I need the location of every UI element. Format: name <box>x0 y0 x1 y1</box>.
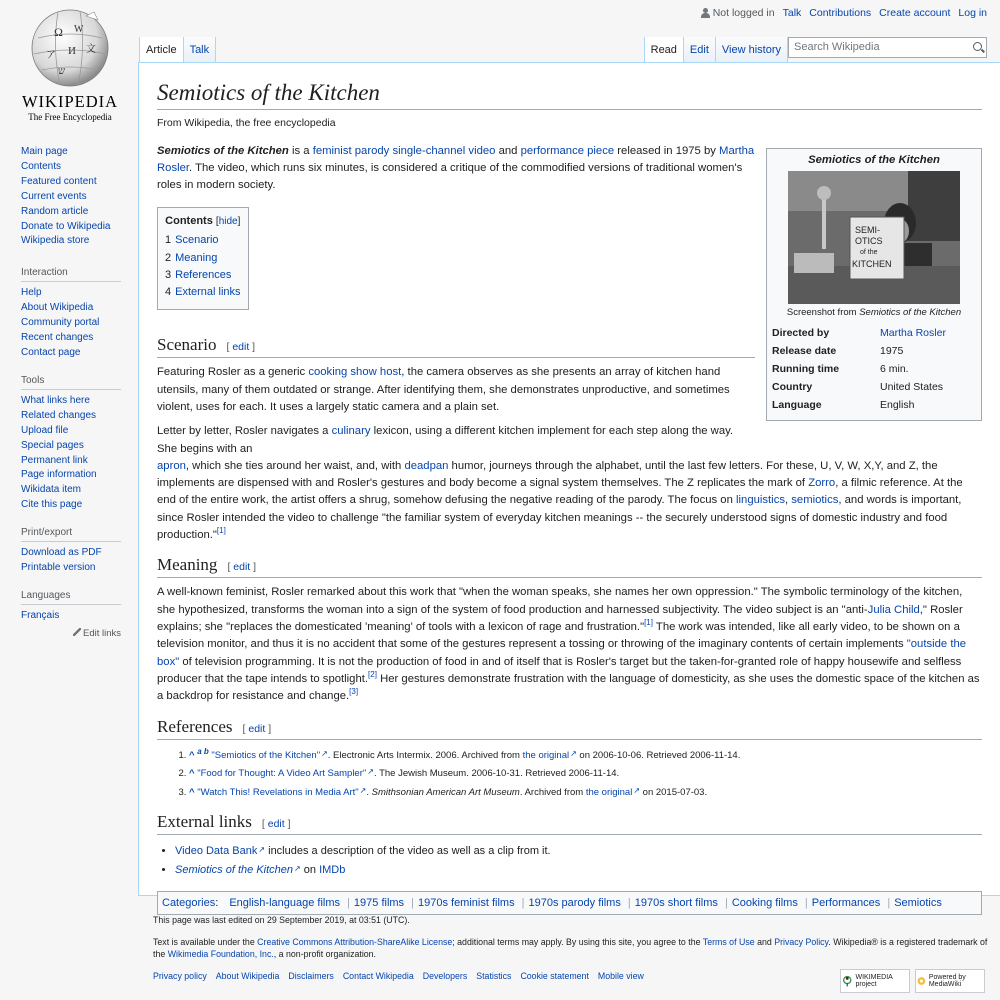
not-logged-in-status <box>701 7 775 19</box>
scenario-paragraph-2-cont <box>157 458 982 544</box>
infobox-row <box>771 342 977 360</box>
wikimedia-project-badge[interactable] <box>840 969 910 993</box>
powered-by-mediawiki-badge[interactable] <box>915 969 985 993</box>
reference-link[interactable]: "Watch This! Revelations in Media Art" ↗ <box>197 787 366 798</box>
toc-link[interactable]: External links <box>175 286 241 299</box>
sidebar-item-cite-this-page[interactable]: Cite this page <box>21 499 83 511</box>
sidebar-item-about[interactable]: About Wikipedia <box>21 302 94 314</box>
link-culinary[interactable]: culinary <box>331 425 371 438</box>
link-julia-child[interactable]: Julia Child <box>867 603 920 616</box>
sidebar-item-random-article[interactable]: Random article <box>21 205 89 217</box>
sidebar-item-download-pdf[interactable]: Download as PDF <box>21 547 102 559</box>
reference-text: . Electronic Arts Intermix. 2006. Archived from <box>327 749 523 761</box>
category-link[interactable]: 1975 films <box>353 897 405 910</box>
link-semiotics[interactable]: semiotics <box>791 494 839 507</box>
sidebar-item-wikidata-item[interactable]: Wikidata item <box>21 484 82 496</box>
link-zorro[interactable]: Zorro <box>808 477 836 490</box>
sidebar-item-permanent-link[interactable]: Permanent link <box>21 454 88 466</box>
reference-list <box>157 746 982 802</box>
image-sign-line-2: OTICS <box>855 236 883 246</box>
tab-talk[interactable]: Talk <box>183 37 217 63</box>
sidebar-item-special-pages[interactable]: Special pages <box>21 439 84 451</box>
lead-text: released in 1975 by <box>614 144 720 157</box>
wikipedia-wordmark: WIKIPEDIA <box>21 92 119 111</box>
sidebar-item-donate[interactable]: Donate to Wikipedia <box>21 220 111 232</box>
infobox-caption-text: Screenshot from <box>786 307 860 318</box>
wikimedia-badge-label: WIKIMEDIA project <box>855 974 893 988</box>
infobox-value-release-date: 1975 <box>880 345 904 357</box>
scenario-paragraph-1 <box>157 364 755 416</box>
wikipedia-tagline: The Free Encyclopedia <box>28 112 112 122</box>
footer-cookie-statement[interactable]: Cookie statement <box>520 971 589 981</box>
infobox-row <box>771 360 977 378</box>
create-account-link[interactable]: Create account <box>879 7 951 19</box>
categories-label-link[interactable]: Categories <box>162 897 216 910</box>
body-text: lexicon, using a different kitchen implement for each step along the way. She begins with an <box>157 425 734 455</box>
scenario-paragraph-2 <box>157 423 753 458</box>
reference-text: on 2006-10-06. Retrieved 2006-11-14. <box>576 749 741 761</box>
infobox-row <box>771 396 977 414</box>
search-icon[interactable] <box>973 42 982 51</box>
body-text: , a filmic reference. At the end of the entire work, the artist offers a shrug, somehow defusing the negative reading of the parody. The focus on <box>157 477 963 507</box>
toc-item-references[interactable] <box>165 267 241 284</box>
category-link[interactable]: Cooking films <box>731 897 798 910</box>
toc-heading: Contents <box>165 215 213 228</box>
external-link-item <box>175 860 982 879</box>
sidebar <box>21 143 121 653</box>
svg-text:文: 文 <box>86 44 96 55</box>
citation-1[interactable]: [1] <box>644 618 653 628</box>
license-text: . Wikipedia® is a registered trademark of the <box>153 937 988 959</box>
infobox-caption-italic: Semiotics of the Kitchen <box>859 307 962 318</box>
imdb-title-link[interactable]: Semiotics of the Kitchen ↗ <box>175 864 301 876</box>
license-text: ; additional terms may apply. By using this site, you agree to the <box>452 937 703 947</box>
contributions-link[interactable]: Contributions <box>809 7 872 19</box>
link-performance-piece[interactable]: performance piece <box>520 144 615 157</box>
sidebar-print-export <box>21 527 121 576</box>
sidebar-item-community-portal[interactable]: Community portal <box>21 317 100 329</box>
link-feminist[interactable]: feminist <box>312 144 352 157</box>
sidebar-heading-languages: Languages <box>21 590 121 605</box>
sidebar-item-language-francais[interactable]: Français <box>21 609 60 621</box>
user-icon <box>701 8 710 18</box>
body-text: , and words is important, since Rosler intended the video to challenge "the familiar system of everyday kitchen meanings -- the securely understood signs of domestic industry and food production." <box>157 494 962 542</box>
body-text: , which she ties around her waist, and, with <box>185 459 405 472</box>
sidebar-heading-interaction: Interaction <box>21 267 121 282</box>
heading-scenario-text: Scenario <box>157 335 217 355</box>
heading-meaning: Meaning [ edit ] <box>157 554 982 578</box>
reference-link[interactable]: "Semiotics of the Kitchen" ↗ <box>211 750 327 761</box>
infobox-caption <box>771 307 977 318</box>
site-subtitle: From Wikipedia, the free encyclopedia <box>157 116 336 129</box>
sidebar-item-recent-changes[interactable]: Recent changes <box>21 332 94 344</box>
infobox-image[interactable] <box>788 171 960 304</box>
citation-3[interactable]: [3] <box>349 687 359 697</box>
edit-section-references[interactable]: edit <box>248 722 266 735</box>
lead-text: . The video, which runs six minutes, is considered a critique of the commodified versions of traditional women's roles in modern society. <box>157 161 743 192</box>
lead-text: and <box>495 144 521 157</box>
reference-backlink-a[interactable]: a <box>197 746 202 756</box>
sidebar-interaction <box>21 267 121 361</box>
imdb-link[interactable]: IMDb <box>319 864 346 877</box>
reference-link[interactable]: "Food for Thought: A Video Art Sampler" ↗ <box>197 768 374 779</box>
wikimedia-foundation-link[interactable]: Wikimedia Foundation, Inc. <box>167 949 274 959</box>
lead-column <box>157 143 755 417</box>
tab-edit[interactable]: Edit <box>683 37 715 63</box>
link-apron[interactable]: apron <box>157 459 186 472</box>
toc-number: 1 <box>165 234 172 247</box>
sidebar-heading-tools: Tools <box>21 375 121 390</box>
reference-backlink[interactable]: ^ <box>189 768 195 780</box>
footer-about-wikipedia[interactable]: About Wikipedia <box>215 971 280 981</box>
body-text: humor, journeys through the alphabet, until the last few letters. For these, U, V, W, X,Y, and Z, the implements are dispensed with and Rosler's gestures and body become a signal system themselves. The Z replicates the mark of <box>157 459 938 490</box>
external-link-text: on <box>300 864 320 877</box>
toc-link[interactable]: Meaning <box>175 251 218 264</box>
link-martha-rosler[interactable]: Martha Rosler <box>157 144 755 174</box>
toc-number: 3 <box>165 268 172 281</box>
puzzle-globe-icon <box>28 8 112 88</box>
body-text: ," Rosler explains; she "replaces the domesticated 'meaning' of tools with a lexicon of rage and frustration." <box>157 603 963 634</box>
pencil-icon <box>73 628 81 636</box>
table-of-contents <box>157 207 249 310</box>
category-link[interactable]: 1970s parody films <box>528 897 621 910</box>
reference-backlink[interactable]: ^ <box>189 786 195 798</box>
footer-disclaimers[interactable]: Disclaimers <box>288 971 334 981</box>
infobox <box>766 148 982 421</box>
svg-text:W: W <box>74 24 84 35</box>
body-text: The work was intended, like all early video, to be shown on a television monitor, and thus it is no accident that some of the gestures represent a tossing or throwing of the imaginary contents of certain implements <box>157 621 960 651</box>
heading-references: References [ edit ] <box>157 716 982 740</box>
sidebar-item-featured-content[interactable]: Featured content <box>21 175 97 187</box>
link-cooking-show-host[interactable]: cooking show host <box>308 366 402 379</box>
license-text: , a non-profit organization. <box>273 949 377 959</box>
footer-privacy-policy[interactable]: Privacy policy <box>153 971 207 981</box>
tab-article[interactable]: Article <box>139 37 183 63</box>
log-in-link[interactable]: Log in <box>958 7 987 19</box>
wikipedia-logo[interactable] <box>18 8 122 122</box>
sidebar-item-main-page[interactable]: Main page <box>21 146 68 157</box>
reference-text: . The Jewish Museum. 2006-10-31. Retrieved 2006-11-14. <box>373 768 620 780</box>
body-text: , the camera observes as she presents an array of kitchen hand utensils, many of them outdated or strange. After identifying them, she demonstrates unproductive, and sometimes violent, uses for each. It uses a largely static camera and a plain set. <box>157 366 730 413</box>
reference-item <box>189 783 982 802</box>
category-link[interactable]: 1970s feminist films <box>417 897 515 910</box>
terms-of-use-link[interactable]: Terms of Use <box>702 937 755 947</box>
license-info <box>153 936 988 960</box>
link-linguistics[interactable]: linguistics <box>736 494 785 507</box>
last-edited-info: This page was last edited on 29 September 2019, at 03:51 (UTC). <box>153 915 410 925</box>
infobox-value-running-time: 6 min. <box>880 363 909 375</box>
license-text: Text is available under the <box>153 937 258 947</box>
svg-text:ש: ש <box>58 66 66 77</box>
infobox-title: Semiotics of the Kitchen <box>808 154 940 166</box>
infobox-row <box>771 324 977 342</box>
wikimedia-icon <box>841 974 854 988</box>
image-sign-line-3: of the <box>860 249 878 256</box>
reference-backlink[interactable]: ^ <box>189 749 195 761</box>
sidebar-item-store[interactable]: Wikipedia store <box>21 235 90 247</box>
namespace-tabs <box>139 37 216 63</box>
sidebar-item-contact-page[interactable]: Contact page <box>21 346 81 358</box>
sidebar-item-help[interactable]: Help <box>21 287 42 299</box>
toc-item-meaning[interactable] <box>165 250 241 267</box>
meaning-paragraph <box>157 584 982 705</box>
infobox-value-language: English <box>880 399 915 411</box>
toc-number: 2 <box>165 251 172 264</box>
category-link[interactable]: 1970s short films <box>634 897 718 910</box>
archived-original-link[interactable]: the original ↗ <box>523 750 577 761</box>
infobox-table <box>771 324 977 414</box>
reference-item <box>189 764 982 783</box>
footer-icons <box>840 969 985 993</box>
toc-number: 4 <box>165 286 172 299</box>
reference-text: . <box>366 786 372 798</box>
link-single-channel-video[interactable]: single-channel video <box>392 144 496 157</box>
infobox-key-country: Country <box>772 381 813 393</box>
heading-meaning-text: Meaning <box>157 555 218 575</box>
body-text: of television programming. It is not the production of food in and of itself that is Rosler's target but the taken-for-granted role of happy housewife and selfless producer that the tape intends to spotlight. <box>157 655 962 685</box>
infobox-value-country: United States <box>880 381 944 393</box>
citation-2[interactable]: [2] <box>368 670 377 680</box>
image-sign-line-4: KITCHEN <box>852 259 892 269</box>
view-tabs <box>644 37 788 63</box>
sidebar-languages <box>21 590 121 639</box>
sidebar-item-printable-version[interactable]: Printable version <box>21 562 96 574</box>
footer-developers[interactable]: Developers <box>422 971 468 981</box>
heading-external-links: External links [ edit ] <box>157 811 982 835</box>
privacy-policy-inline-link[interactable]: Privacy Policy <box>774 937 829 947</box>
sidebar-item-page-information[interactable]: Page information <box>21 469 97 481</box>
lead-paragraph <box>157 143 755 195</box>
external-links-list <box>157 841 982 879</box>
license-text: and <box>754 937 775 947</box>
sidebar-tools <box>21 375 121 513</box>
infobox-value-directed-by[interactable]: Martha Rosler <box>880 327 946 339</box>
svg-text:И: И <box>68 45 76 57</box>
video-data-bank-link[interactable]: Video Data Bank ↗ <box>175 845 265 857</box>
sidebar-item-upload-file[interactable]: Upload file <box>21 424 69 436</box>
svg-text:Ω: Ω <box>54 25 63 39</box>
infobox-key-running-time: Running time <box>772 363 840 375</box>
article-content <box>138 62 1000 910</box>
sidebar-item-what-links-here[interactable]: What links here <box>21 394 90 406</box>
toc-item-external-links[interactable] <box>165 284 241 301</box>
sidebar-navigation <box>21 145 121 249</box>
link-outside-the-box[interactable]: "outside the box" <box>157 638 967 668</box>
infobox-row <box>771 378 977 396</box>
reference-backlink-b[interactable]: b <box>203 746 209 756</box>
tab-view-history[interactable]: View history <box>715 37 788 63</box>
body-text: , <box>785 494 792 507</box>
external-link-text: includes a description of the video as well as a clip from it. <box>265 845 551 858</box>
edit-links-button[interactable] <box>21 628 121 639</box>
image-sign-line-1: SEMI- <box>855 225 881 235</box>
not-logged-in-label: Not logged in <box>712 7 775 19</box>
toc-item-scenario[interactable] <box>165 232 241 249</box>
search-input[interactable] <box>788 37 987 58</box>
lead-bold-title: Semiotics of the Kitchen <box>157 144 289 157</box>
infobox-key-release-date: Release date <box>772 345 837 357</box>
body-text: Featuring Rosler as a generic <box>157 366 309 379</box>
page-title: Semiotics of the Kitchen <box>157 79 982 110</box>
footer-mobile-view[interactable]: Mobile view <box>597 971 644 981</box>
external-link-item <box>175 841 982 860</box>
body-text: Her gestures demonstrate frustration with the language of domesticity, as she uses the domestic space of the kitchen as a backdrop for resistance and change. <box>157 672 980 703</box>
sidebar-item-current-events[interactable]: Current events <box>21 190 87 202</box>
cc-license-link[interactable]: Creative Commons Attribution-ShareAlike License <box>257 937 453 947</box>
edit-section-external-links[interactable]: edit <box>267 818 285 831</box>
reference-text: on 2015-07-03. <box>640 786 708 798</box>
personal-tools <box>701 7 987 19</box>
category-links: Categories: English-language films | 1975 films | 1970s feminist films | 1970s parody films | 1970s short films | Cooking films | Performances | Semiotics <box>157 891 982 915</box>
edit-links-label: Edit links <box>82 627 121 639</box>
infobox-key-directed-by: Directed by <box>772 327 830 339</box>
sidebar-heading-print-export: Print/export <box>21 527 121 542</box>
footer-contact-wikipedia[interactable]: Contact Wikipedia <box>342 971 414 981</box>
search-placeholder: Search Wikipedia <box>794 41 880 53</box>
archived-original-link[interactable]: the original ↗ <box>586 787 640 798</box>
link-parody[interactable]: parody <box>354 144 390 157</box>
reference-text: . Archived from <box>519 786 586 798</box>
toc-link[interactable]: Scenario <box>175 234 219 247</box>
citation-1[interactable]: [1] <box>216 526 226 536</box>
edit-section-scenario[interactable]: edit <box>232 341 250 354</box>
edit-section-meaning[interactable]: edit <box>233 561 251 574</box>
sidebar-item-contents[interactable]: Contents <box>21 160 62 172</box>
footer-statistics[interactable]: Statistics <box>476 971 512 981</box>
category-link[interactable]: Performances <box>811 897 881 910</box>
mediawiki-badge-label: Powered by MediaWiki <box>928 974 966 988</box>
category-link[interactable]: English-language films <box>229 897 340 910</box>
mediawiki-icon <box>916 974 927 988</box>
heading-references-text: References <box>157 716 233 736</box>
personal-talk-link[interactable]: Talk <box>782 7 802 19</box>
lead-text: is a <box>288 144 313 157</box>
heading-external-links-text: External links <box>157 812 252 832</box>
infobox-key-language: Language <box>772 399 822 411</box>
body-text: A well-known feminist, Rosler remarked about this work that "when the woman speaks, she names her own oppression." The symbolic terminology of the kitchen, she hypothesized, transforms the woman into a sign of the system of food production and harnessed subjectivity. The video subject is an "anti- <box>157 586 963 616</box>
reference-item <box>189 746 982 765</box>
heading-scenario: Scenario [ edit ] <box>157 334 755 358</box>
toc-title: Contents [hide] <box>165 215 241 228</box>
tab-read[interactable]: Read <box>644 37 683 63</box>
svg-text:ア: ア <box>46 50 56 61</box>
body-text: Letter by letter, Rosler navigates a <box>157 425 332 438</box>
link-deadpan[interactable]: deadpan <box>404 459 449 472</box>
reference-publisher: Smithsonian American Art Museum <box>371 786 520 798</box>
toc-link[interactable]: References <box>175 268 232 281</box>
sidebar-item-related-changes[interactable]: Related changes <box>21 409 97 421</box>
category-link[interactable]: Semiotics <box>894 897 942 910</box>
toc-hide-link[interactable]: hide <box>218 216 238 228</box>
